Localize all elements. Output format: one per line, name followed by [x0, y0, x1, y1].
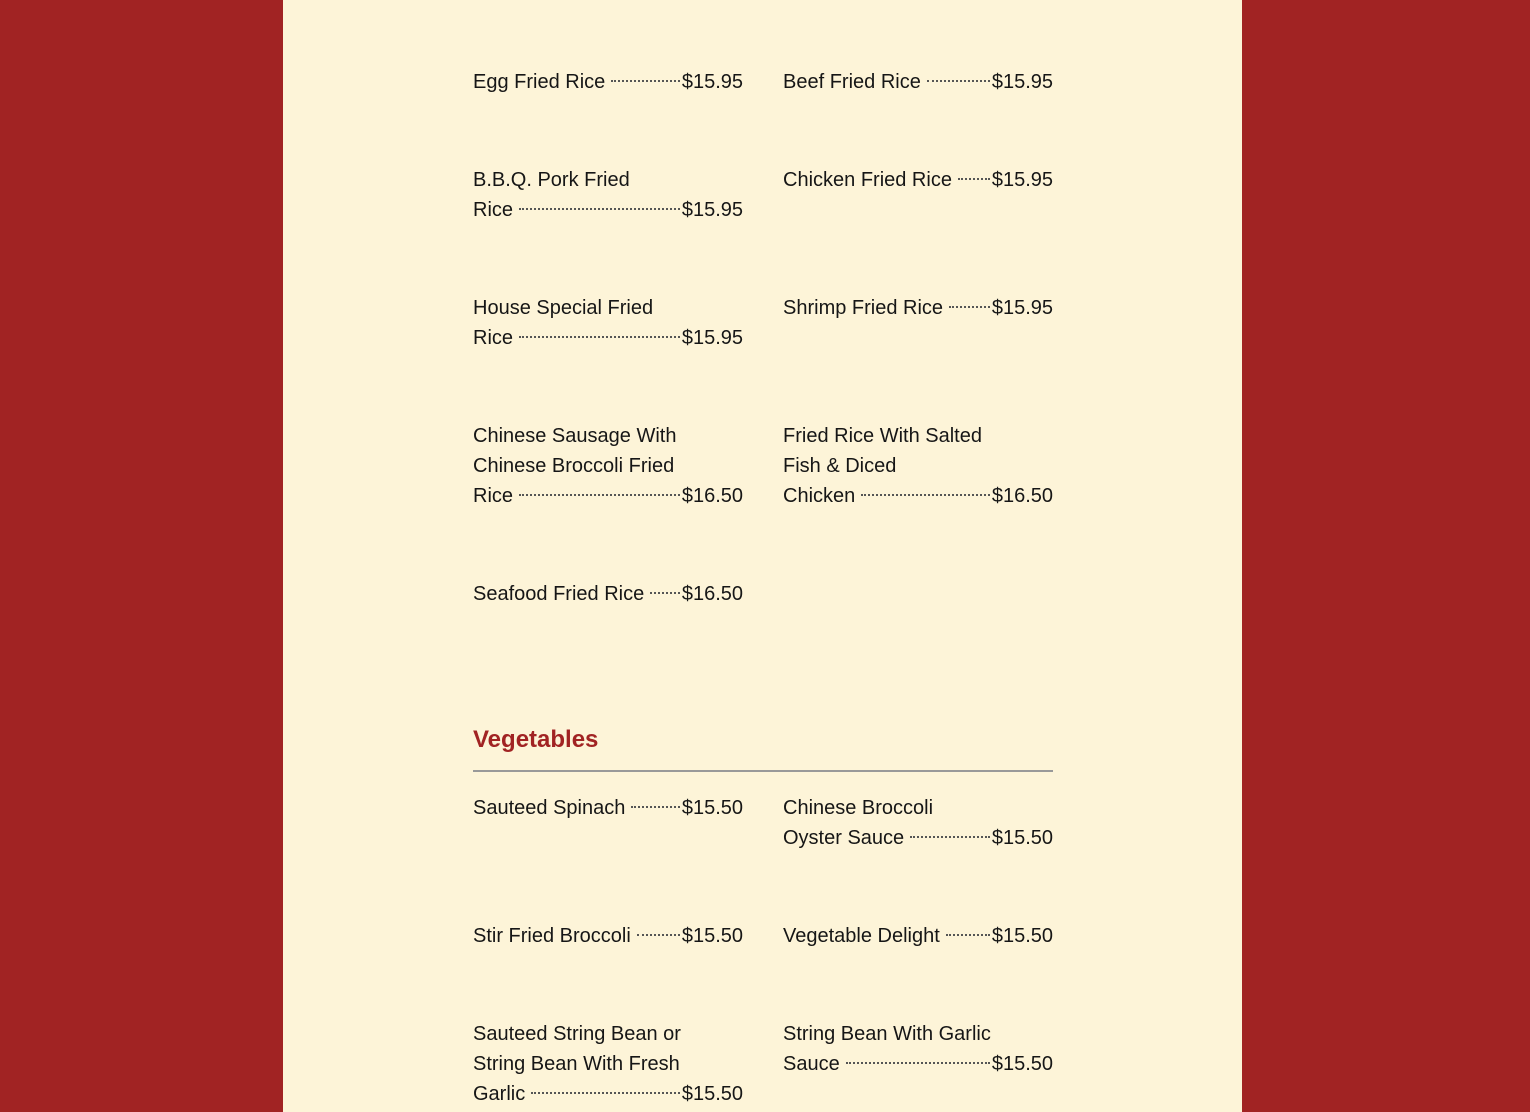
dot-leader — [650, 592, 680, 594]
menu-item — [473, 421, 743, 579]
item-name: Shrimp Fried Rice — [783, 297, 944, 319]
item-price: $16.50 — [681, 485, 743, 507]
item-name-line: Sauteed String Bean or — [473, 1023, 681, 1045]
menu-item — [783, 293, 1053, 421]
item-price: $15.95 — [681, 71, 743, 93]
menu-item — [473, 579, 743, 619]
item-name-line: String Bean With Garlic — [783, 1023, 991, 1045]
menu-item — [473, 67, 743, 165]
item-name: Oyster Sauce — [783, 827, 905, 849]
menu-page — [283, 0, 1242, 1112]
item-name-line: Chinese Broccoli Fried — [473, 455, 675, 477]
menu-item — [473, 1019, 743, 1109]
item-price: $15.50 — [991, 827, 1053, 849]
dot-leader — [946, 934, 990, 936]
dot-leader — [861, 494, 990, 496]
dot-leader — [949, 306, 990, 308]
item-price: $15.95 — [991, 71, 1053, 93]
item-name-line: String Bean With Fresh — [473, 1053, 680, 1075]
item-name: Seafood Fried Rice — [473, 583, 645, 605]
menu-item — [783, 165, 1053, 293]
vegetables-list — [473, 793, 1053, 1109]
dot-leader — [531, 1092, 680, 1094]
item-name: Garlic — [473, 1083, 526, 1105]
dot-leader — [631, 806, 679, 808]
dot-leader — [611, 80, 680, 82]
item-name: Chicken — [783, 485, 856, 507]
item-price: $16.50 — [991, 485, 1053, 507]
menu-item — [783, 1019, 1053, 1109]
item-price: $15.95 — [681, 327, 743, 349]
dot-leader — [519, 208, 680, 210]
menu-item — [783, 921, 1053, 1019]
item-name-line: Fish & Diced — [783, 455, 897, 477]
item-name: Vegetable Delight — [783, 925, 940, 947]
menu-item — [473, 165, 743, 293]
menu-item — [783, 793, 1053, 921]
dot-leader — [910, 836, 990, 838]
menu-item — [473, 921, 743, 1019]
item-name: Rice — [473, 327, 514, 349]
section-divider — [473, 770, 1053, 772]
item-name: Beef Fried Rice — [783, 71, 921, 93]
menu-item — [473, 293, 743, 421]
section-title-vegetables: Vegetables — [473, 726, 599, 753]
item-name: Rice — [473, 199, 514, 221]
menu-item — [783, 67, 1053, 165]
dot-leader — [846, 1062, 990, 1064]
item-price: $15.95 — [991, 297, 1053, 319]
item-price: $15.50 — [681, 1083, 743, 1105]
item-name: Stir Fried Broccoli — [473, 925, 631, 947]
dot-leader — [637, 934, 680, 936]
item-name: Chicken Fried Rice — [783, 169, 952, 191]
item-name: Sauce — [783, 1053, 840, 1075]
item-price: $15.95 — [991, 169, 1053, 191]
dot-leader — [519, 336, 680, 338]
item-name: Rice — [473, 485, 514, 507]
menu-item — [473, 793, 743, 921]
menu-item — [783, 421, 1053, 579]
fried-rice-list — [473, 67, 1053, 619]
dot-leader — [519, 494, 680, 496]
item-price: $16.50 — [681, 583, 743, 605]
item-price: $15.50 — [681, 797, 743, 819]
dot-leader — [958, 178, 990, 180]
item-name-line: Chinese Sausage With — [473, 425, 677, 447]
item-name: Sauteed Spinach — [473, 797, 626, 819]
item-name-line: Fried Rice With Salted — [783, 425, 982, 447]
item-name-line: House Special Fried — [473, 297, 654, 319]
item-price: $15.50 — [681, 925, 743, 947]
item-name-line: Chinese Broccoli — [783, 797, 934, 819]
item-name: Egg Fried Rice — [473, 71, 606, 93]
item-price: $15.50 — [991, 1053, 1053, 1075]
item-name-line: B.B.Q. Pork Fried — [473, 169, 630, 191]
dot-leader — [927, 80, 990, 82]
item-price: $15.50 — [991, 925, 1053, 947]
item-price: $15.95 — [681, 199, 743, 221]
